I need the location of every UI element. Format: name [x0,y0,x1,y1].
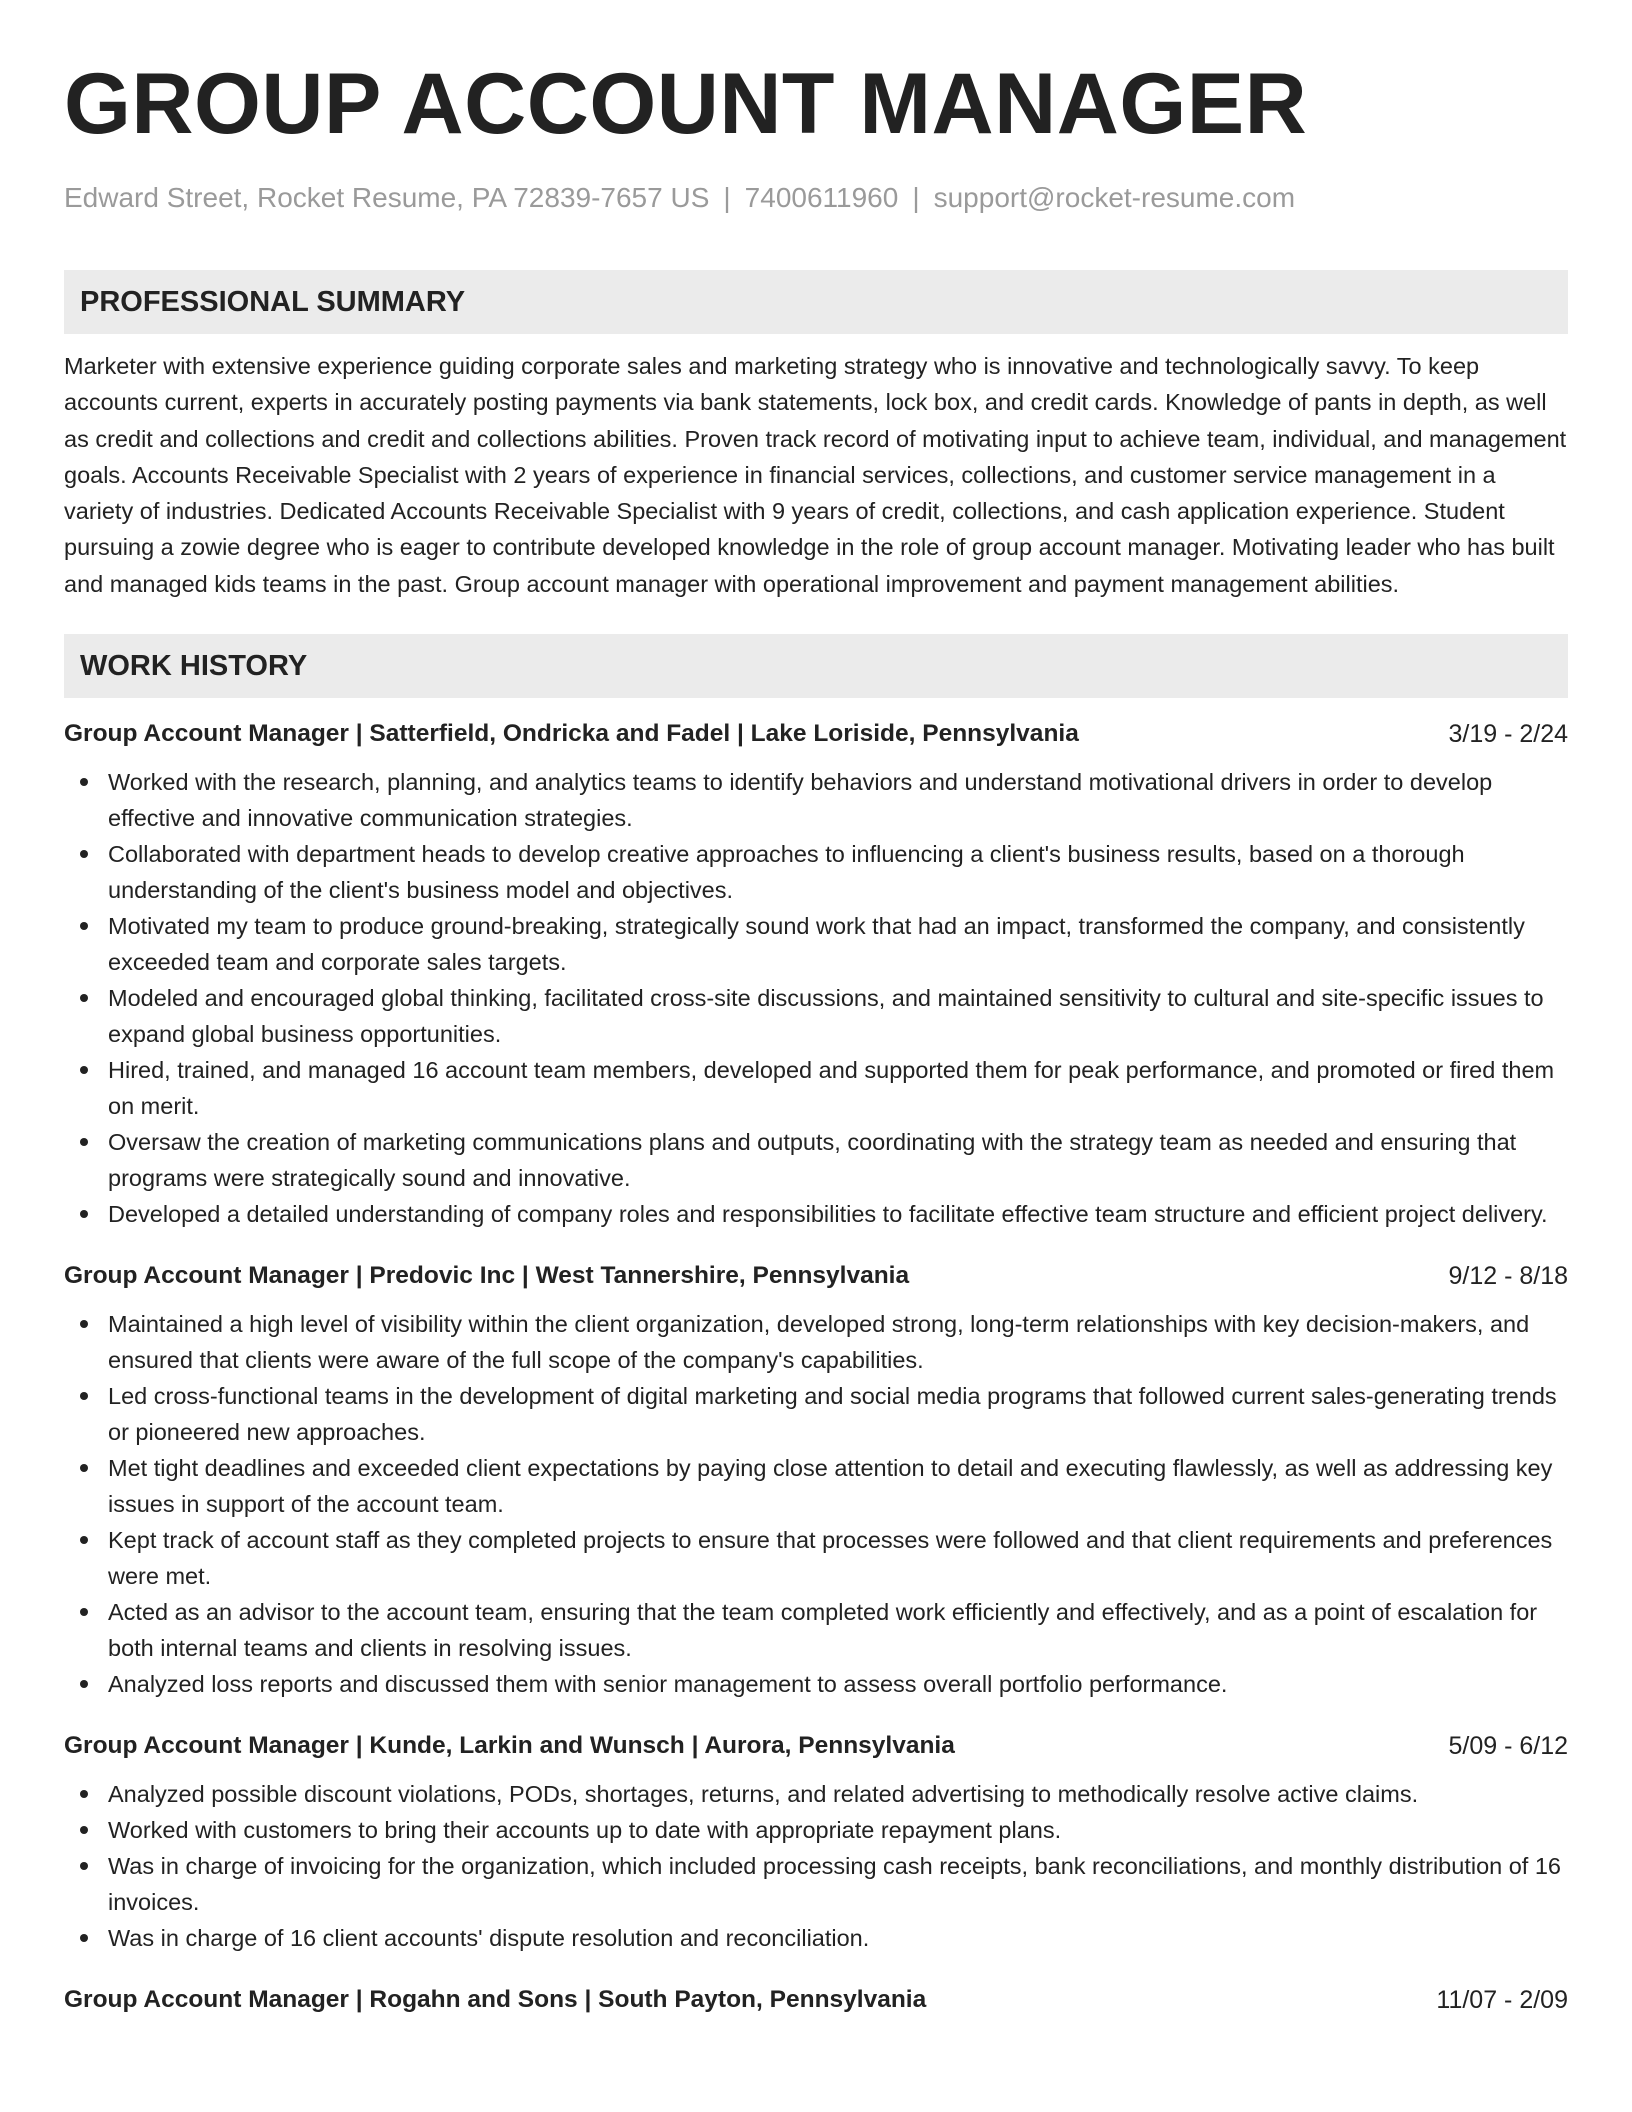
job-title: Group Account Manager | Predovic Inc | West Tannershire, Pennsylvania [64,1262,910,1290]
job-entry [64,1980,1568,2020]
job-header [64,714,1568,754]
bullet-dot-icon [80,1392,88,1400]
job-title: Group Account Manager | Kunde, Larkin and Wunsch | Aurora, Pennsylvania [64,1732,955,1760]
job-bullet-text: Maintained a high level of visibility within the client organization, developed strong, long-term relationships with key decision-makers, and ensured that clients were aware of the full scope of the company's capabilities. [108,1311,1530,1374]
job-bullet [64,764,1568,836]
bullet-dot-icon [80,1862,88,1870]
job-title: Group Account Manager | Rogahn and Sons | South Payton, Pennsylvania [64,1986,927,2014]
bullet-dot-icon [80,1464,88,1472]
job-bullet [64,836,1568,908]
job-bullet-text: Worked with the research, planning, and analytics teams to identify behaviors and understand motivational drivers in order to develop effective and innovative communication strategies. [108,769,1493,832]
job-bullet-text: Collaborated with department heads to develop creative approaches to influencing a client's business results, based on a thorough understanding of the client's business model and objectives. [108,841,1465,904]
job-bullet-text: Analyzed possible discount violations, PODs, shortages, returns, and related advertising to methodically resolve active claims. [108,1781,1419,1808]
job-header [64,1980,1568,2020]
job-entry [64,1256,1568,1702]
job-bullet [64,1450,1568,1522]
job-bullet [64,1848,1568,1920]
job-bullet-list [64,1776,1568,1956]
bullet-dot-icon [80,994,88,1002]
summary-heading: PROFESSIONAL SUMMARY [64,270,1568,334]
job-bullet-text: Acted as an advisor to the account team, ensuring that the team completed work efficiently and effectively, and as a point of escalation for both internal teams and clients in resolving issues. [108,1599,1538,1662]
job-bullet-text: Was in charge of 16 client accounts' dispute resolution and reconciliation. [108,1925,870,1952]
job-bullet [64,1124,1568,1196]
job-bullet [64,1666,1568,1702]
work-history-list [64,714,1568,2020]
job-bullet-text: Oversaw the creation of marketing communications plans and outputs, coordinating with the strategy team as needed and ensuring that programs were strategically sound and innovative. [108,1129,1517,1192]
job-dates: 11/07 - 2/09 [1436,1986,1568,2015]
job-bullet [64,1522,1568,1594]
job-bullet-text: Was in charge of invoicing for the organization, which included processing cash receipts, bank reconciliations, and monthly distribution of 16 invoices. [108,1853,1562,1916]
bullet-dot-icon [80,778,88,786]
job-bullet [64,1378,1568,1450]
summary-text: Marketer with extensive experience guiding corporate sales and marketing strategy who is innovative and technologically savvy. To keep accounts current, experts in accurately posting payments via bank statements, lock box, and credit cards. Knowledge of pants in depth, as well as credit and collections and credit and collections abilities. Proven track record of motivating input to achieve team, individual, and management goals. Accounts Receivable Specialist with 2 years of experience in financial services, collections, and customer service management in a variety of industries. Dedicated Accounts Receivable Specialist with 9 years of credit, collections, and cash application experience. Student pursuing a zowie degree who is eager to contribute developed knowledge in the role of group account manager. Motivating leader who has built and managed kids teams in the past. Group account manager with operational improvement and payment management abilities. [64,353,1567,597]
bullet-dot-icon [80,1790,88,1798]
job-bullet [64,1776,1568,1812]
job-bullet-text: Motivated my team to produce ground-breaking, strategically sound work that had an impact, transformed the company, and consistently exceeded team and corporate sales targets. [108,913,1525,976]
bullet-dot-icon [80,1680,88,1688]
job-bullet-text: Modeled and encouraged global thinking, facilitated cross-site discussions, and maintained sensitivity to cultural and site-specific issues to expand global business opportunities. [108,985,1544,1048]
job-bullet [64,908,1568,980]
job-bullet-list [64,764,1568,1232]
contact-email: support@rocket-resume.com [933,182,1296,213]
work-history-heading: WORK HISTORY [64,634,1568,698]
bullet-dot-icon [80,1210,88,1218]
job-bullet-text: Hired, trained, and managed 16 account team members, developed and supported them for peak performance, and promoted or fired them on merit. [108,1057,1555,1120]
job-bullet [64,1920,1568,1956]
contact-separator: | [723,182,731,213]
job-bullet-text: Developed a detailed understanding of company roles and responsibilities to facilitate effective team structure and efficient project delivery. [108,1201,1548,1228]
job-bullet [64,1812,1568,1848]
job-dates: 9/12 - 8/18 [1448,1262,1568,1291]
job-header [64,1256,1568,1296]
job-entry [64,714,1568,1232]
bullet-dot-icon [80,850,88,858]
job-bullet [64,980,1568,1052]
job-bullet [64,1306,1568,1378]
bullet-dot-icon [80,1608,88,1616]
job-bullet [64,1594,1568,1666]
contact-address: Edward Street, Rocket Resume, PA 72839-7657 US [64,182,710,213]
job-entry [64,1726,1568,1956]
job-bullet-text: Kept track of account staff as they completed projects to ensure that processes were followed and that client requirements and preferences were met. [108,1527,1553,1590]
resume-page [64,0,1568,2020]
bullet-dot-icon [80,1826,88,1834]
contact-separator: | [912,182,920,213]
contact-phone: 7400611960 [744,182,899,213]
resume-title: GROUP ACCOUNT MANAGER [64,56,1308,152]
job-header [64,1726,1568,1766]
bullet-dot-icon [80,1066,88,1074]
job-bullet-text: Analyzed loss reports and discussed them with senior management to assess overall portfolio performance. [108,1671,1228,1698]
job-dates: 5/09 - 6/12 [1448,1732,1568,1761]
job-dates: 3/19 - 2/24 [1448,720,1568,749]
bullet-dot-icon [80,1934,88,1942]
job-bullet-text: Met tight deadlines and exceeded client expectations by paying close attention to detail and executing flawlessly, as well as addressing key issues in support of the account team. [108,1455,1553,1518]
job-bullet [64,1052,1568,1124]
bullet-dot-icon [80,1320,88,1328]
contact-line [64,178,1568,218]
bullet-dot-icon [80,1536,88,1544]
job-bullet-text: Led cross-functional teams in the development of digital marketing and social media programs that followed current sales-generating trends or pioneered new approaches. [108,1383,1557,1446]
bullet-dot-icon [80,1138,88,1146]
job-bullet-text: Worked with customers to bring their accounts up to date with appropriate repayment plans. [108,1817,1062,1844]
job-bullet [64,1196,1568,1232]
bullet-dot-icon [80,922,88,930]
job-title: Group Account Manager | Satterfield, Ondricka and Fadel | Lake Loriside, Pennsylvania [64,720,1079,748]
job-bullet-list [64,1306,1568,1702]
